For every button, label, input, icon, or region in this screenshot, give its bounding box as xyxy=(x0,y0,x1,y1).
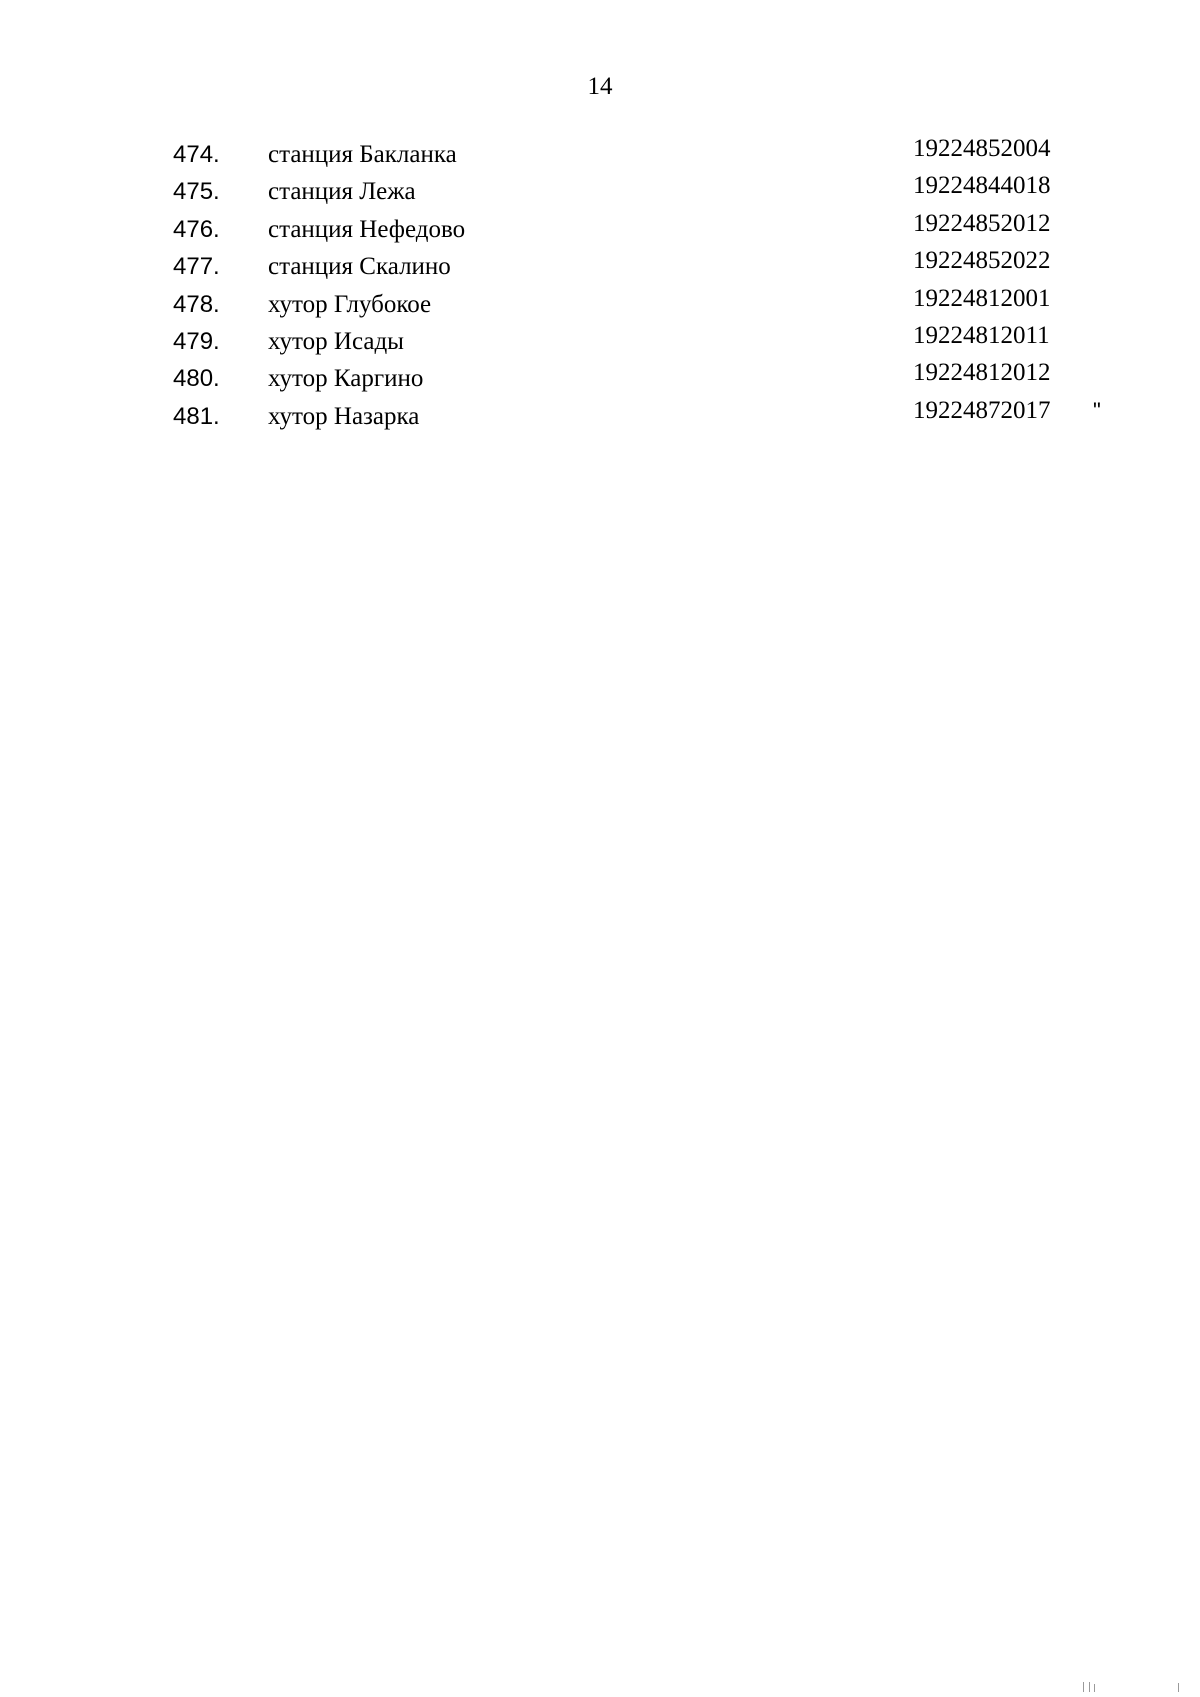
list-item xyxy=(0,395,1200,432)
okato-code: 19224844018 xyxy=(913,172,1051,200)
list-item xyxy=(0,357,1200,394)
settlement-name: станция Лежа xyxy=(268,178,416,206)
item-number: 480. xyxy=(173,365,220,393)
scan-artifact xyxy=(1094,1684,1095,1692)
settlement-name: станция Нефедово xyxy=(268,215,466,243)
settlement-name: хутор Каргино xyxy=(268,365,424,393)
list-item xyxy=(0,170,1200,207)
item-number: 474. xyxy=(173,141,220,168)
list-item xyxy=(0,133,1200,170)
okato-code: 19224852022 xyxy=(913,247,1051,275)
list-item xyxy=(0,245,1200,282)
settlement-name: станция Скалино xyxy=(268,253,451,281)
okato-code: 19224812011 xyxy=(913,321,1050,349)
settlement-name: хутор Глубокое xyxy=(268,290,432,318)
list-item xyxy=(0,320,1200,357)
settlement-list xyxy=(0,133,1200,432)
settlement-name: станция Бакланка xyxy=(268,141,457,168)
settlement-name: хутор Назарка xyxy=(268,402,420,430)
closing-quote: " xyxy=(1093,397,1101,423)
okato-code: 19224852012 xyxy=(913,209,1051,237)
item-number: 475. xyxy=(173,178,220,206)
page-number: 14 xyxy=(587,73,613,100)
item-number: 477. xyxy=(173,253,220,281)
item-number: 478. xyxy=(173,290,220,318)
item-number: 481. xyxy=(173,402,220,430)
list-item xyxy=(0,283,1200,320)
item-number: 476. xyxy=(173,215,220,243)
okato-code: 19224812012 xyxy=(913,359,1051,387)
scan-artifact xyxy=(1089,1682,1090,1692)
settlement-name: хутор Исады xyxy=(268,327,404,355)
okato-code: 19224872017 xyxy=(913,396,1051,424)
list-item xyxy=(0,208,1200,245)
item-number: 479. xyxy=(173,327,220,355)
scan-artifact xyxy=(1178,1683,1179,1692)
scan-artifact xyxy=(1083,1682,1084,1692)
okato-code: 19224852004 xyxy=(913,135,1051,162)
okato-code: 19224812001 xyxy=(913,284,1051,312)
